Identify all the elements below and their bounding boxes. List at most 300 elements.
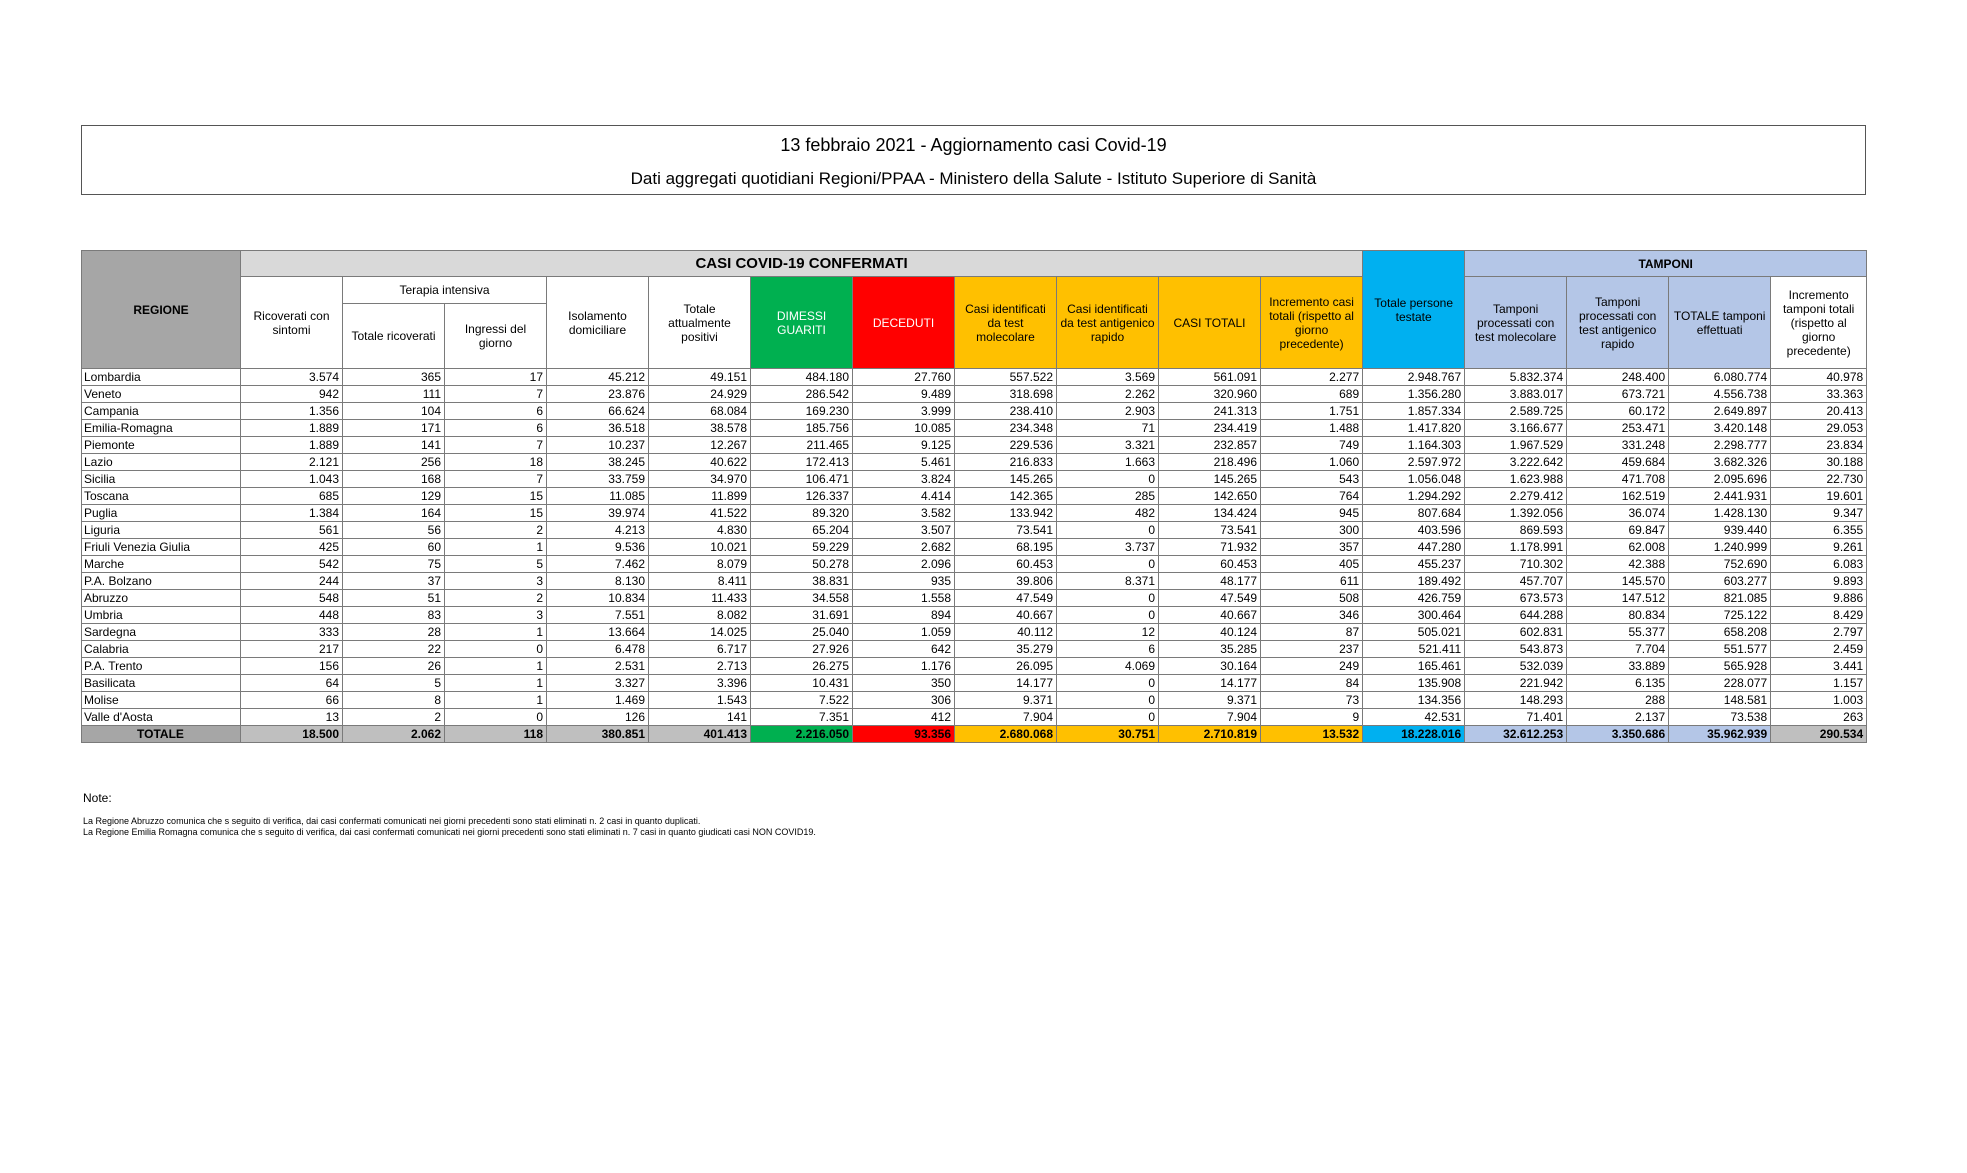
- header-incremento-tamponi: Incremento tamponi totali (rispetto al giorno precedente): [1771, 277, 1867, 369]
- cell-value: 749: [1261, 437, 1363, 454]
- table-row: [82, 488, 1867, 505]
- cell-value: 1.356: [241, 403, 343, 420]
- cell-value: 1.003: [1771, 692, 1867, 709]
- cell-value: 3: [445, 607, 547, 624]
- cell-value: 80.834: [1567, 607, 1669, 624]
- cell-value: 164: [343, 505, 445, 522]
- cell-value: 145.570: [1567, 573, 1669, 590]
- cell-value: 12: [1057, 624, 1159, 641]
- cell-value: 455.237: [1363, 556, 1465, 573]
- cell-value: 2.137: [1567, 709, 1669, 726]
- header-regione: REGIONE: [82, 251, 241, 369]
- table-row: [82, 709, 1867, 726]
- cell-value: 141: [649, 709, 751, 726]
- cell-value: 211.465: [751, 437, 853, 454]
- cell-value: 3.574: [241, 369, 343, 386]
- cell-value: 7.904: [1159, 709, 1261, 726]
- header-totale-ricoverati: Totale ricoverati: [343, 304, 445, 369]
- cell-value: 426.759: [1363, 590, 1465, 607]
- cell-value: 13.664: [547, 624, 649, 641]
- cell-value: 26.095: [955, 658, 1057, 675]
- cell-value: 2.279.412: [1465, 488, 1567, 505]
- cell-value: 162.519: [1567, 488, 1669, 505]
- cell-value: 285: [1057, 488, 1159, 505]
- region-name: Piemonte: [82, 437, 241, 454]
- cell-value: 1.488: [1261, 420, 1363, 437]
- cell-value: 0: [445, 709, 547, 726]
- cell-value: 142.650: [1159, 488, 1261, 505]
- cell-value: 1: [445, 658, 547, 675]
- cell-value: 561.091: [1159, 369, 1261, 386]
- cell-value: 10.085: [853, 420, 955, 437]
- cell-value: 9.893: [1771, 573, 1867, 590]
- cell-value: 357: [1261, 539, 1363, 556]
- cell-value: 73.541: [955, 522, 1057, 539]
- cell-value: 505.021: [1363, 624, 1465, 641]
- cell-value: 30.164: [1159, 658, 1261, 675]
- cell-value: 1.967.529: [1465, 437, 1567, 454]
- table-row: [82, 471, 1867, 488]
- cell-value: 8.371: [1057, 573, 1159, 590]
- cell-value: 807.684: [1363, 505, 1465, 522]
- cell-value: 333: [241, 624, 343, 641]
- total-value: 2.680.068: [955, 726, 1057, 743]
- cell-value: 106.471: [751, 471, 853, 488]
- cell-value: 2.531: [547, 658, 649, 675]
- cell-value: 561: [241, 522, 343, 539]
- cell-value: 18: [445, 454, 547, 471]
- cell-value: 869.593: [1465, 522, 1567, 539]
- cell-value: 10.834: [547, 590, 649, 607]
- cell-value: 64: [241, 675, 343, 692]
- region-name: Liguria: [82, 522, 241, 539]
- cell-value: 1.543: [649, 692, 751, 709]
- region-name: Abruzzo: [82, 590, 241, 607]
- cell-value: 752.690: [1669, 556, 1771, 573]
- cell-value: 24.929: [649, 386, 751, 403]
- region-name: Molise: [82, 692, 241, 709]
- cell-value: 256: [343, 454, 445, 471]
- table-row: [82, 420, 1867, 437]
- cell-value: 56: [343, 522, 445, 539]
- cell-value: 300: [1261, 522, 1363, 539]
- cell-value: 6.478: [547, 641, 649, 658]
- cell-value: 542: [241, 556, 343, 573]
- cell-value: 30.188: [1771, 454, 1867, 471]
- cell-value: 3.321: [1057, 437, 1159, 454]
- cell-value: 1.469: [547, 692, 649, 709]
- cell-value: 0: [1057, 556, 1159, 573]
- cell-value: 248.400: [1567, 369, 1669, 386]
- cell-value: 41.522: [649, 505, 751, 522]
- cell-value: 49.151: [649, 369, 751, 386]
- cell-value: 38.831: [751, 573, 853, 590]
- cell-value: 4.069: [1057, 658, 1159, 675]
- cell-value: 1.294.292: [1363, 488, 1465, 505]
- header-casi-confermati: CASI COVID-19 CONFERMATI: [241, 251, 1363, 277]
- cell-value: 1.164.303: [1363, 437, 1465, 454]
- cell-value: 253.471: [1567, 420, 1669, 437]
- cell-value: 134.356: [1363, 692, 1465, 709]
- cell-value: 1: [445, 539, 547, 556]
- table-row: [82, 437, 1867, 454]
- cell-value: 448: [241, 607, 343, 624]
- cell-value: 3.883.017: [1465, 386, 1567, 403]
- cell-value: 39.974: [547, 505, 649, 522]
- cell-value: 689: [1261, 386, 1363, 403]
- cell-value: 1.392.056: [1465, 505, 1567, 522]
- cell-value: 1.751: [1261, 403, 1363, 420]
- cell-value: 12.267: [649, 437, 751, 454]
- cell-value: 73.541: [1159, 522, 1261, 539]
- total-row: [82, 726, 1867, 743]
- cell-value: 5.461: [853, 454, 955, 471]
- cell-value: 34.558: [751, 590, 853, 607]
- cell-value: 3.737: [1057, 539, 1159, 556]
- cell-value: 33.889: [1567, 658, 1669, 675]
- cell-value: 8.082: [649, 607, 751, 624]
- note-line-1: La Regione Abruzzo comunica che s seguito di verifica, dai casi confermati comunicati nei giorni precedenti sono stati eliminati n. 2 casi in quanto duplicati.: [83, 816, 701, 826]
- cell-value: 189.492: [1363, 573, 1465, 590]
- region-name: Friuli Venezia Giulia: [82, 539, 241, 556]
- cell-value: 23.834: [1771, 437, 1867, 454]
- cell-value: 142.365: [955, 488, 1057, 505]
- total-value: 13.532: [1261, 726, 1363, 743]
- cell-value: 73: [1261, 692, 1363, 709]
- cell-value: 249: [1261, 658, 1363, 675]
- cell-value: 31.691: [751, 607, 853, 624]
- table-row: [82, 403, 1867, 420]
- total-value: 93.356: [853, 726, 955, 743]
- cell-value: 3.420.148: [1669, 420, 1771, 437]
- cell-value: 5: [343, 675, 445, 692]
- cell-value: 221.942: [1465, 675, 1567, 692]
- cell-value: 40.112: [955, 624, 1057, 641]
- cell-value: 40.622: [649, 454, 751, 471]
- cell-value: 894: [853, 607, 955, 624]
- region-name: Marche: [82, 556, 241, 573]
- region-name: P.A. Bolzano: [82, 573, 241, 590]
- cell-value: 3.222.642: [1465, 454, 1567, 471]
- cell-value: 7.351: [751, 709, 853, 726]
- cell-value: 725.122: [1669, 607, 1771, 624]
- region-name: Campania: [82, 403, 241, 420]
- cell-value: 2.121: [241, 454, 343, 471]
- table-row: [82, 454, 1867, 471]
- cell-value: 602.831: [1465, 624, 1567, 641]
- note-line-2: La Regione Emilia Romagna comunica che s seguito di verifica, dai casi confermati comunicati nei giorni precedenti sono stati eliminati n. 7 casi in quanto giudicati casi NON COVID19.: [83, 827, 816, 837]
- cell-value: 764: [1261, 488, 1363, 505]
- cell-value: 75: [343, 556, 445, 573]
- cell-value: 821.085: [1669, 590, 1771, 607]
- cell-value: 89.320: [751, 505, 853, 522]
- region-name: Calabria: [82, 641, 241, 658]
- cell-value: 55.377: [1567, 624, 1669, 641]
- cell-value: 603.277: [1669, 573, 1771, 590]
- cell-value: 1.623.988: [1465, 471, 1567, 488]
- header-tamponi: TAMPONI: [1465, 251, 1867, 277]
- cell-value: 1.178.991: [1465, 539, 1567, 556]
- table-row: [82, 675, 1867, 692]
- cell-value: 134.424: [1159, 505, 1261, 522]
- cell-value: 4.414: [853, 488, 955, 505]
- cell-value: 7.704: [1567, 641, 1669, 658]
- cell-value: 263: [1771, 709, 1867, 726]
- header-casi-molecolare: Casi identificati da test molecolare: [955, 277, 1057, 369]
- region-name: Puglia: [82, 505, 241, 522]
- cell-value: 2: [343, 709, 445, 726]
- cell-value: 185.756: [751, 420, 853, 437]
- cell-value: 0: [1057, 522, 1159, 539]
- cell-value: 71.401: [1465, 709, 1567, 726]
- total-value: 35.962.939: [1669, 726, 1771, 743]
- cell-value: 673.721: [1567, 386, 1669, 403]
- cell-value: 306: [853, 692, 955, 709]
- cell-value: 60.453: [1159, 556, 1261, 573]
- cell-value: 28: [343, 624, 445, 641]
- cell-value: 551.577: [1669, 641, 1771, 658]
- header-dimessi-guariti: DIMESSI GUARITI: [751, 277, 853, 369]
- table-row: [82, 658, 1867, 675]
- cell-value: 1.558: [853, 590, 955, 607]
- cell-value: 0: [445, 641, 547, 658]
- region-name: Lazio: [82, 454, 241, 471]
- cell-value: 14.177: [1159, 675, 1261, 692]
- cell-value: 3.582: [853, 505, 955, 522]
- cell-value: 8: [343, 692, 445, 709]
- cell-value: 2.459: [1771, 641, 1867, 658]
- cell-value: 6.083: [1771, 556, 1867, 573]
- total-value: 2.216.050: [751, 726, 853, 743]
- region-name: P.A. Trento: [82, 658, 241, 675]
- cell-value: 673.573: [1465, 590, 1567, 607]
- cell-value: 71.932: [1159, 539, 1261, 556]
- cell-value: 165.461: [1363, 658, 1465, 675]
- cell-value: 7.904: [955, 709, 1057, 726]
- cell-value: 2.262: [1057, 386, 1159, 403]
- cell-value: 11.433: [649, 590, 751, 607]
- header-isolamento: Isolamento domiciliare: [547, 277, 649, 369]
- cell-value: 42.388: [1567, 556, 1669, 573]
- cell-value: 15: [445, 488, 547, 505]
- cell-value: 0: [1057, 471, 1159, 488]
- cell-value: 1: [445, 692, 547, 709]
- cell-value: 38.578: [649, 420, 751, 437]
- cell-value: 3.396: [649, 675, 751, 692]
- cell-value: 69.847: [1567, 522, 1669, 539]
- cell-value: 0: [1057, 692, 1159, 709]
- cell-value: 2.441.931: [1669, 488, 1771, 505]
- table-body: [82, 369, 1867, 743]
- cell-value: 42.531: [1363, 709, 1465, 726]
- region-name: Sicilia: [82, 471, 241, 488]
- covid-data-table: [81, 250, 1867, 743]
- cell-value: 471.708: [1567, 471, 1669, 488]
- cell-value: 3: [445, 573, 547, 590]
- cell-value: 60: [343, 539, 445, 556]
- cell-value: 40.667: [1159, 607, 1261, 624]
- total-value: 2.710.819: [1159, 726, 1261, 743]
- cell-value: 3.569: [1057, 369, 1159, 386]
- cell-value: 23.876: [547, 386, 649, 403]
- cell-value: 22.730: [1771, 471, 1867, 488]
- cell-value: 557.522: [955, 369, 1057, 386]
- cell-value: 10.237: [547, 437, 649, 454]
- cell-value: 9: [1261, 709, 1363, 726]
- cell-value: 50.278: [751, 556, 853, 573]
- cell-value: 2.713: [649, 658, 751, 675]
- cell-value: 2: [445, 522, 547, 539]
- cell-value: 27.760: [853, 369, 955, 386]
- cell-value: 365: [343, 369, 445, 386]
- header-totale-positivi: Totale attualmente positivi: [649, 277, 751, 369]
- cell-value: 141: [343, 437, 445, 454]
- cell-value: 6: [445, 420, 547, 437]
- cell-value: 543.873: [1465, 641, 1567, 658]
- cell-value: 9.371: [955, 692, 1057, 709]
- cell-value: 228.077: [1669, 675, 1771, 692]
- cell-value: 346: [1261, 607, 1363, 624]
- cell-value: 237: [1261, 641, 1363, 658]
- cell-value: 148.581: [1669, 692, 1771, 709]
- cell-value: 543: [1261, 471, 1363, 488]
- cell-value: 60.453: [955, 556, 1057, 573]
- cell-value: 300.464: [1363, 607, 1465, 624]
- region-name: Valle d'Aosta: [82, 709, 241, 726]
- cell-value: 9.489: [853, 386, 955, 403]
- table-row: [82, 573, 1867, 590]
- cell-value: 1.428.130: [1669, 505, 1771, 522]
- cell-value: 47.549: [1159, 590, 1261, 607]
- cell-value: 3.166.677: [1465, 420, 1567, 437]
- cell-value: 1.060: [1261, 454, 1363, 471]
- cell-value: 565.928: [1669, 658, 1771, 675]
- cell-value: 403.596: [1363, 522, 1465, 539]
- cell-value: 169.230: [751, 403, 853, 420]
- cell-value: 33.759: [547, 471, 649, 488]
- cell-value: 148.293: [1465, 692, 1567, 709]
- cell-value: 6: [1057, 641, 1159, 658]
- cell-value: 6.080.774: [1669, 369, 1771, 386]
- cell-value: 66.624: [547, 403, 649, 420]
- cell-value: 111: [343, 386, 445, 403]
- cell-value: 710.302: [1465, 556, 1567, 573]
- cell-value: 4.830: [649, 522, 751, 539]
- total-value: 380.851: [547, 726, 649, 743]
- cell-value: 320.960: [1159, 386, 1261, 403]
- cell-value: 14.025: [649, 624, 751, 641]
- cell-value: 11.085: [547, 488, 649, 505]
- header-tamponi-antigenico: Tamponi processati con test antigenico rapido: [1567, 277, 1669, 369]
- cell-value: 40.124: [1159, 624, 1261, 641]
- cell-value: 288: [1567, 692, 1669, 709]
- cell-value: 1.240.999: [1669, 539, 1771, 556]
- cell-value: 68.084: [649, 403, 751, 420]
- cell-value: 1.056.048: [1363, 471, 1465, 488]
- total-value: 30.751: [1057, 726, 1159, 743]
- region-name: Basilicata: [82, 675, 241, 692]
- cell-value: 22: [343, 641, 445, 658]
- cell-value: 126.337: [751, 488, 853, 505]
- cell-value: 68.195: [955, 539, 1057, 556]
- cell-value: 234.348: [955, 420, 1057, 437]
- cell-value: 8.079: [649, 556, 751, 573]
- cell-value: 6.717: [649, 641, 751, 658]
- cell-value: 3.682.326: [1669, 454, 1771, 471]
- cell-value: 29.053: [1771, 420, 1867, 437]
- cell-value: 19.601: [1771, 488, 1867, 505]
- cell-value: 40.978: [1771, 369, 1867, 386]
- cell-value: 1.663: [1057, 454, 1159, 471]
- table-row: [82, 386, 1867, 403]
- cell-value: 20.413: [1771, 403, 1867, 420]
- total-value: 401.413: [649, 726, 751, 743]
- cell-value: 229.536: [955, 437, 1057, 454]
- cell-value: 611: [1261, 573, 1363, 590]
- cell-value: 244: [241, 573, 343, 590]
- region-name: Emilia-Romagna: [82, 420, 241, 437]
- cell-value: 350: [853, 675, 955, 692]
- cell-value: 3.824: [853, 471, 955, 488]
- cell-value: 644.288: [1465, 607, 1567, 624]
- cell-value: 0: [1057, 709, 1159, 726]
- cell-value: 7: [445, 386, 547, 403]
- cell-value: 3.441: [1771, 658, 1867, 675]
- cell-value: 532.039: [1465, 658, 1567, 675]
- cell-value: 13: [241, 709, 343, 726]
- cell-value: 147.512: [1567, 590, 1669, 607]
- table-row: [82, 692, 1867, 709]
- cell-value: 171: [343, 420, 445, 437]
- cell-value: 37: [343, 573, 445, 590]
- cell-value: 62.008: [1567, 539, 1669, 556]
- cell-value: 129: [343, 488, 445, 505]
- cell-value: 2.682: [853, 539, 955, 556]
- cell-value: 15: [445, 505, 547, 522]
- cell-value: 45.212: [547, 369, 649, 386]
- cell-value: 156: [241, 658, 343, 675]
- cell-value: 521.411: [1363, 641, 1465, 658]
- table-row: [82, 607, 1867, 624]
- total-value: 290.534: [1771, 726, 1867, 743]
- cell-value: 216.833: [955, 454, 1057, 471]
- region-name: Umbria: [82, 607, 241, 624]
- table-row: [82, 590, 1867, 607]
- cell-value: 6.355: [1771, 522, 1867, 539]
- cell-value: 548: [241, 590, 343, 607]
- cell-value: 66: [241, 692, 343, 709]
- cell-value: 1.043: [241, 471, 343, 488]
- cell-value: 9.536: [547, 539, 649, 556]
- table-row: [82, 556, 1867, 573]
- cell-value: 10.431: [751, 675, 853, 692]
- cell-value: 425: [241, 539, 343, 556]
- cell-value: 2.597.972: [1363, 454, 1465, 471]
- cell-value: 286.542: [751, 386, 853, 403]
- cell-value: 27.926: [751, 641, 853, 658]
- cell-value: 168: [343, 471, 445, 488]
- header-casi-totali: CASI TOTALI: [1159, 277, 1261, 369]
- cell-value: 84: [1261, 675, 1363, 692]
- cell-value: 1.889: [241, 420, 343, 437]
- cell-value: 3.327: [547, 675, 649, 692]
- header-tamponi-molecolare: Tamponi processati con test molecolare: [1465, 277, 1567, 369]
- cell-value: 447.280: [1363, 539, 1465, 556]
- total-value: 118: [445, 726, 547, 743]
- report-title-box: [81, 125, 1866, 195]
- cell-value: 9.886: [1771, 590, 1867, 607]
- table-row: [82, 369, 1867, 386]
